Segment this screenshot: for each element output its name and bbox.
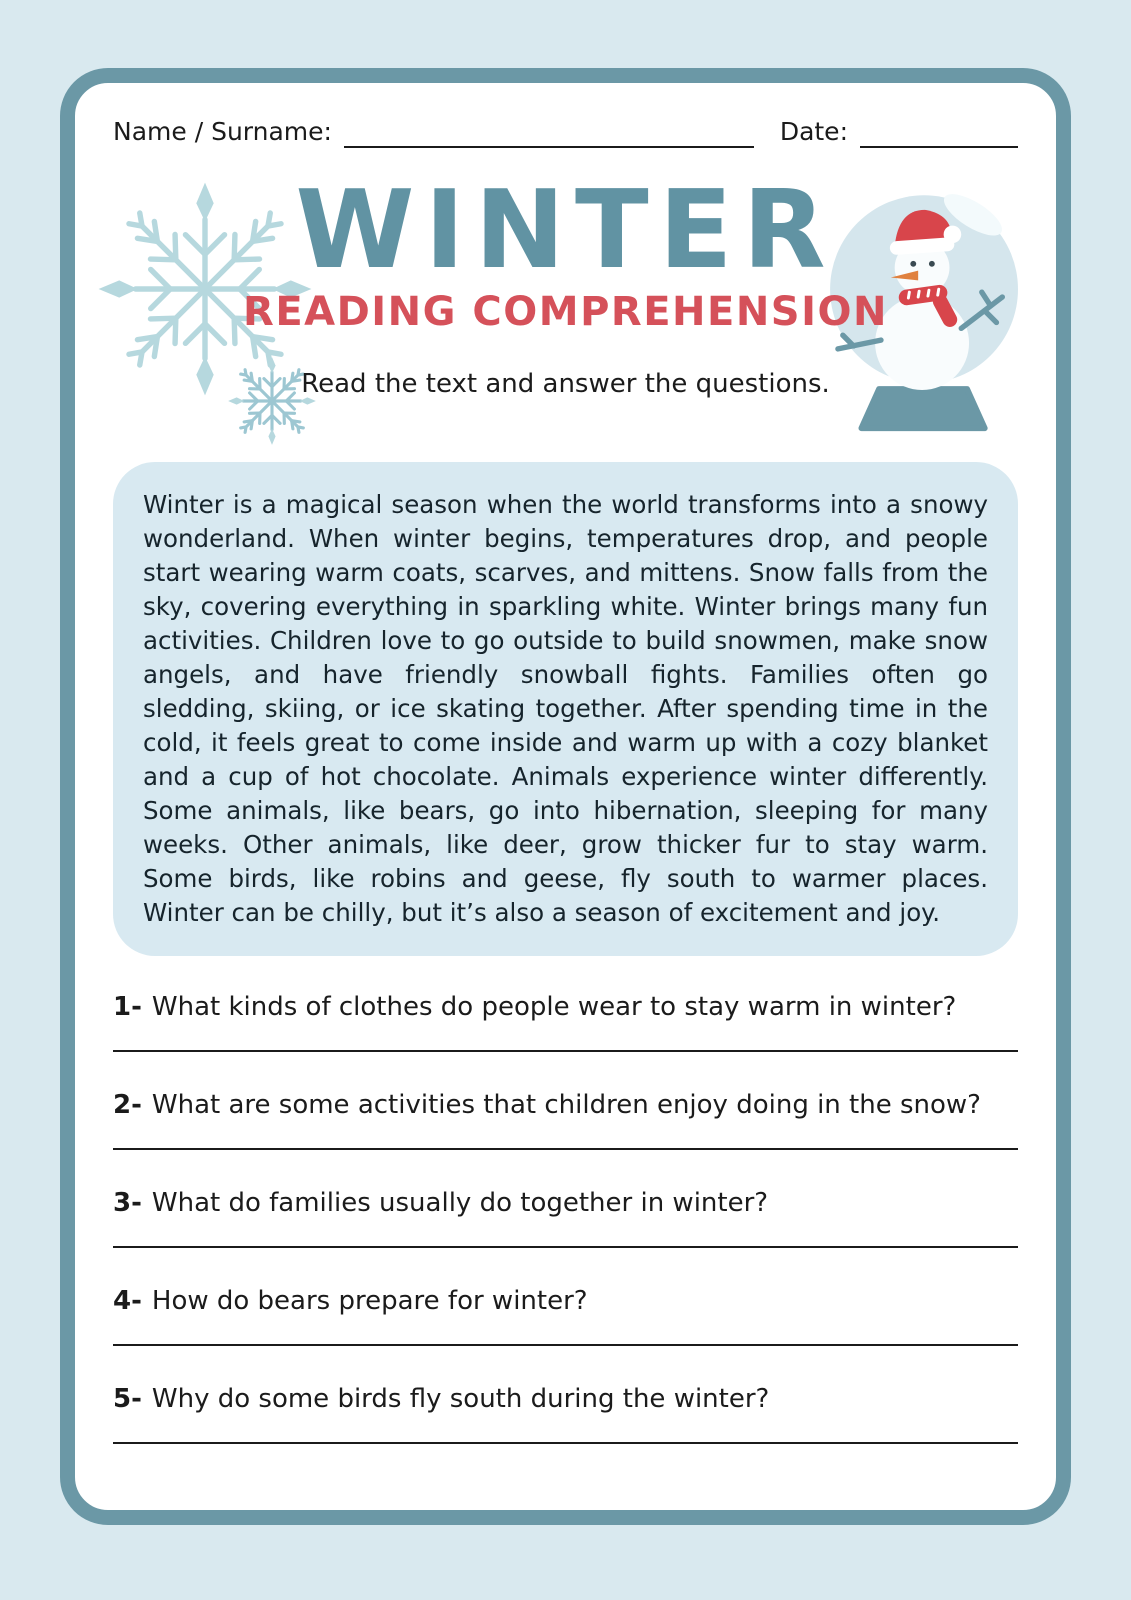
question-3-answer-line[interactable] xyxy=(113,1242,1018,1248)
question-5-label xyxy=(113,1384,1018,1414)
header-row xyxy=(113,117,1018,148)
question-1-number: 1- xyxy=(113,992,142,1022)
question-5-number: 5- xyxy=(113,1384,142,1414)
question-1-answer-line[interactable] xyxy=(113,1046,1018,1052)
question-4-text: How do bears prepare for winter? xyxy=(151,1286,588,1316)
question-5 xyxy=(113,1384,1018,1444)
question-4-answer-line[interactable] xyxy=(113,1340,1018,1346)
question-2 xyxy=(113,1090,1018,1150)
question-3-label xyxy=(113,1188,1018,1218)
page-title: WINTER xyxy=(295,168,836,293)
question-1-text: What kinds of clothes do people wear to stay warm in winter? xyxy=(151,992,957,1022)
date-input-line[interactable] xyxy=(860,118,1018,148)
worksheet-card xyxy=(60,68,1071,1525)
question-2-text: What are some activities that children enjoy doing in the snow? xyxy=(151,1090,981,1120)
question-4-number: 4- xyxy=(113,1286,142,1316)
question-4 xyxy=(113,1286,1018,1346)
reading-passage: Winter is a magical season when the world transforms into a snowy wonderland. When winter begins, temperatures drop, and people start wearing warm coats, scarves, and mittens. Snow falls from the sky, covering everything in sparkling white. Winter brings many fun activities. Children love to go outside to build snowmen, make snow angels, and have friendly snowball fights. Families often go sledding, skiing, or ice skating together. After spending time in the cold, it feels great to come inside and warm up with a cozy blanket and a cup of hot chocolate. Animals experience winter differently. Some animals, like bears, go into hibernation, sleeping for many weeks. Other animals, like deer, grow thicker fur to stay warm. Some birds, like robins and geese, fly south to warmer places. Winter can be chilly, but it’s also a season of excitement and joy. xyxy=(113,462,1018,956)
question-2-answer-line[interactable] xyxy=(113,1144,1018,1150)
question-4-label xyxy=(113,1286,1018,1316)
question-3-number: 3- xyxy=(113,1188,142,1218)
instruction-text: Read the text and answer the questions. xyxy=(301,369,830,400)
date-label: Date: xyxy=(779,117,848,146)
question-1-label xyxy=(113,992,1018,1022)
question-3 xyxy=(113,1188,1018,1248)
title-stack xyxy=(113,168,1018,400)
title-section xyxy=(113,168,1018,442)
name-surname-label: Name / Surname: xyxy=(113,117,332,146)
question-2-label xyxy=(113,1090,1018,1120)
page-subtitle: READING COMPREHENSION xyxy=(243,289,888,336)
question-3-text: What do families usually do together in winter? xyxy=(151,1188,769,1218)
question-5-answer-line[interactable] xyxy=(113,1438,1018,1444)
question-5-text: Why do some birds fly south during the winter? xyxy=(151,1384,770,1414)
question-1 xyxy=(113,992,1018,1052)
questions-list xyxy=(113,992,1018,1444)
question-2-number: 2- xyxy=(113,1090,142,1120)
name-surname-input-line[interactable] xyxy=(344,118,754,148)
